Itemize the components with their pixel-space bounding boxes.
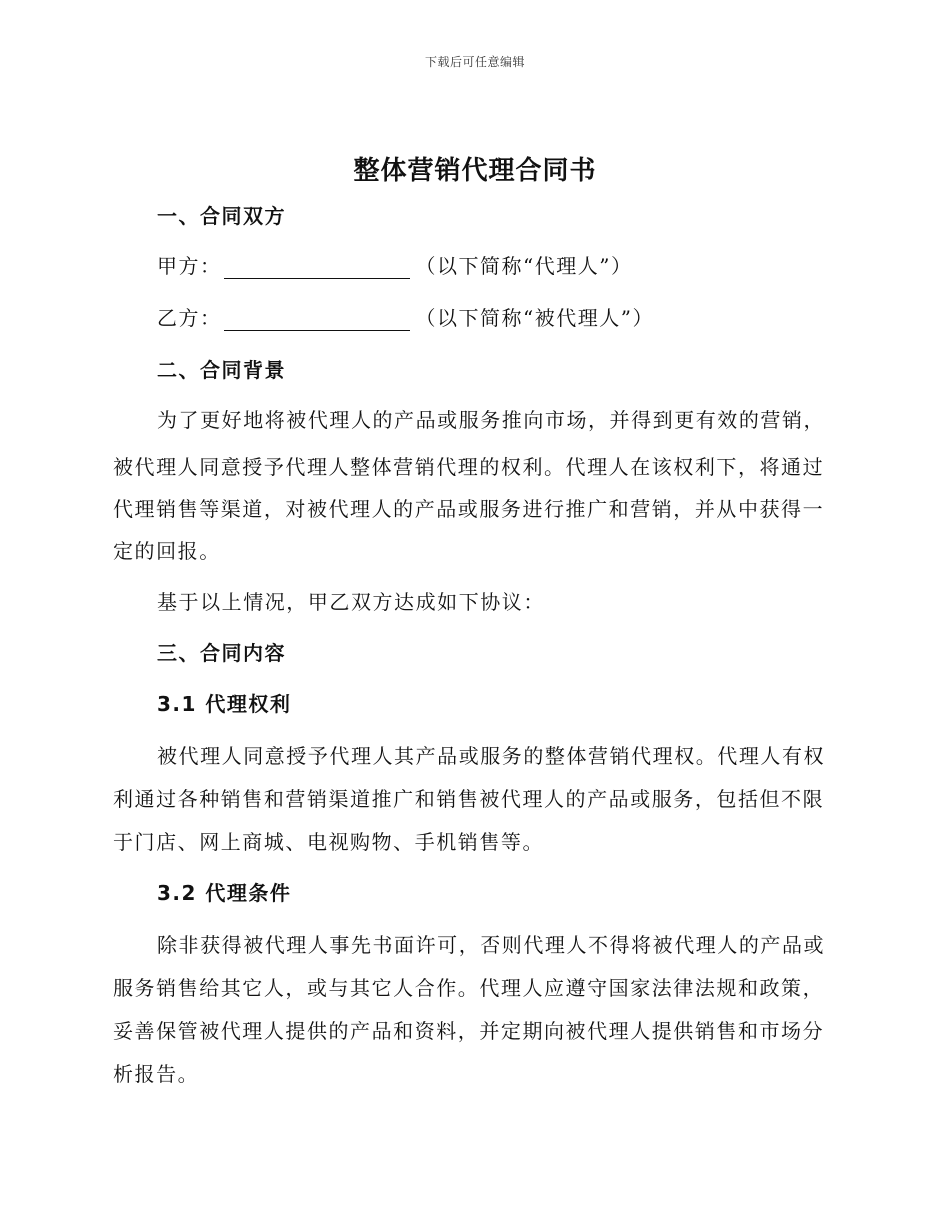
agency-rights-line: 利通过各种销售和营销渠道推广和销售被代理人的产品或服务，包括但不限 — [113, 787, 825, 811]
page-header-note: 下载后可任意编辑 — [424, 55, 525, 69]
section-heading-parties: 一、合同双方 — [157, 204, 286, 228]
agency-conditions-line: 妥善保管被代理人提供的产品和资料，并定期向被代理人提供销售和市场分 — [113, 1019, 825, 1043]
section-heading-content: 三、合同内容 — [157, 641, 286, 665]
agency-rights-line: 于门店、网上商城、电视购物、手机销售等。 — [113, 830, 544, 854]
party-a-blank-line — [224, 260, 410, 279]
agency-conditions-line: 析报告。 — [113, 1062, 200, 1086]
agency-conditions-line: 除非获得被代理人事先书面许可，否则代理人不得将被代理人的产品或 — [157, 933, 826, 957]
background-para-line: 为了更好地将被代理人的产品或服务推向市场，并得到更有效的营销， — [157, 408, 826, 432]
party-b-suffix: （以下简称“被代理人”） — [415, 306, 654, 330]
agency-conditions-line: 服务销售给其它人，或与其它人合作。代理人应遵守国家法律法规和政策， — [113, 976, 825, 1000]
section-heading-background: 二、合同背景 — [157, 358, 286, 382]
agency-rights-line: 被代理人同意授予代理人其产品或服务的整体营销代理权。代理人有权 — [157, 744, 826, 768]
party-a-row — [157, 250, 632, 279]
party-b-label: 乙方： — [157, 306, 222, 330]
background-para-line: 定的回报。 — [113, 539, 221, 563]
document-title: 整体营销代理合同书 — [353, 156, 597, 186]
party-a-suffix: （以下简称“代理人”） — [415, 254, 633, 278]
background-para-line: 被代理人同意授予代理人整体营销代理的权利。代理人在该权利下，将通过 — [113, 455, 825, 479]
party-a-label: 甲方： — [157, 254, 222, 278]
background-para-line: 代理销售等渠道，对被代理人的产品或服务进行推广和营销，并从中获得一 — [113, 497, 825, 521]
party-b-row — [157, 302, 654, 331]
subsection-heading-agency-rights: 3.1 代理权利 — [157, 692, 292, 716]
agreement-intro-line: 基于以上情况，甲乙双方达成如下协议： — [157, 590, 545, 614]
subsection-heading-agency-conditions: 3.2 代理条件 — [157, 881, 292, 905]
party-b-blank-line — [224, 312, 410, 331]
